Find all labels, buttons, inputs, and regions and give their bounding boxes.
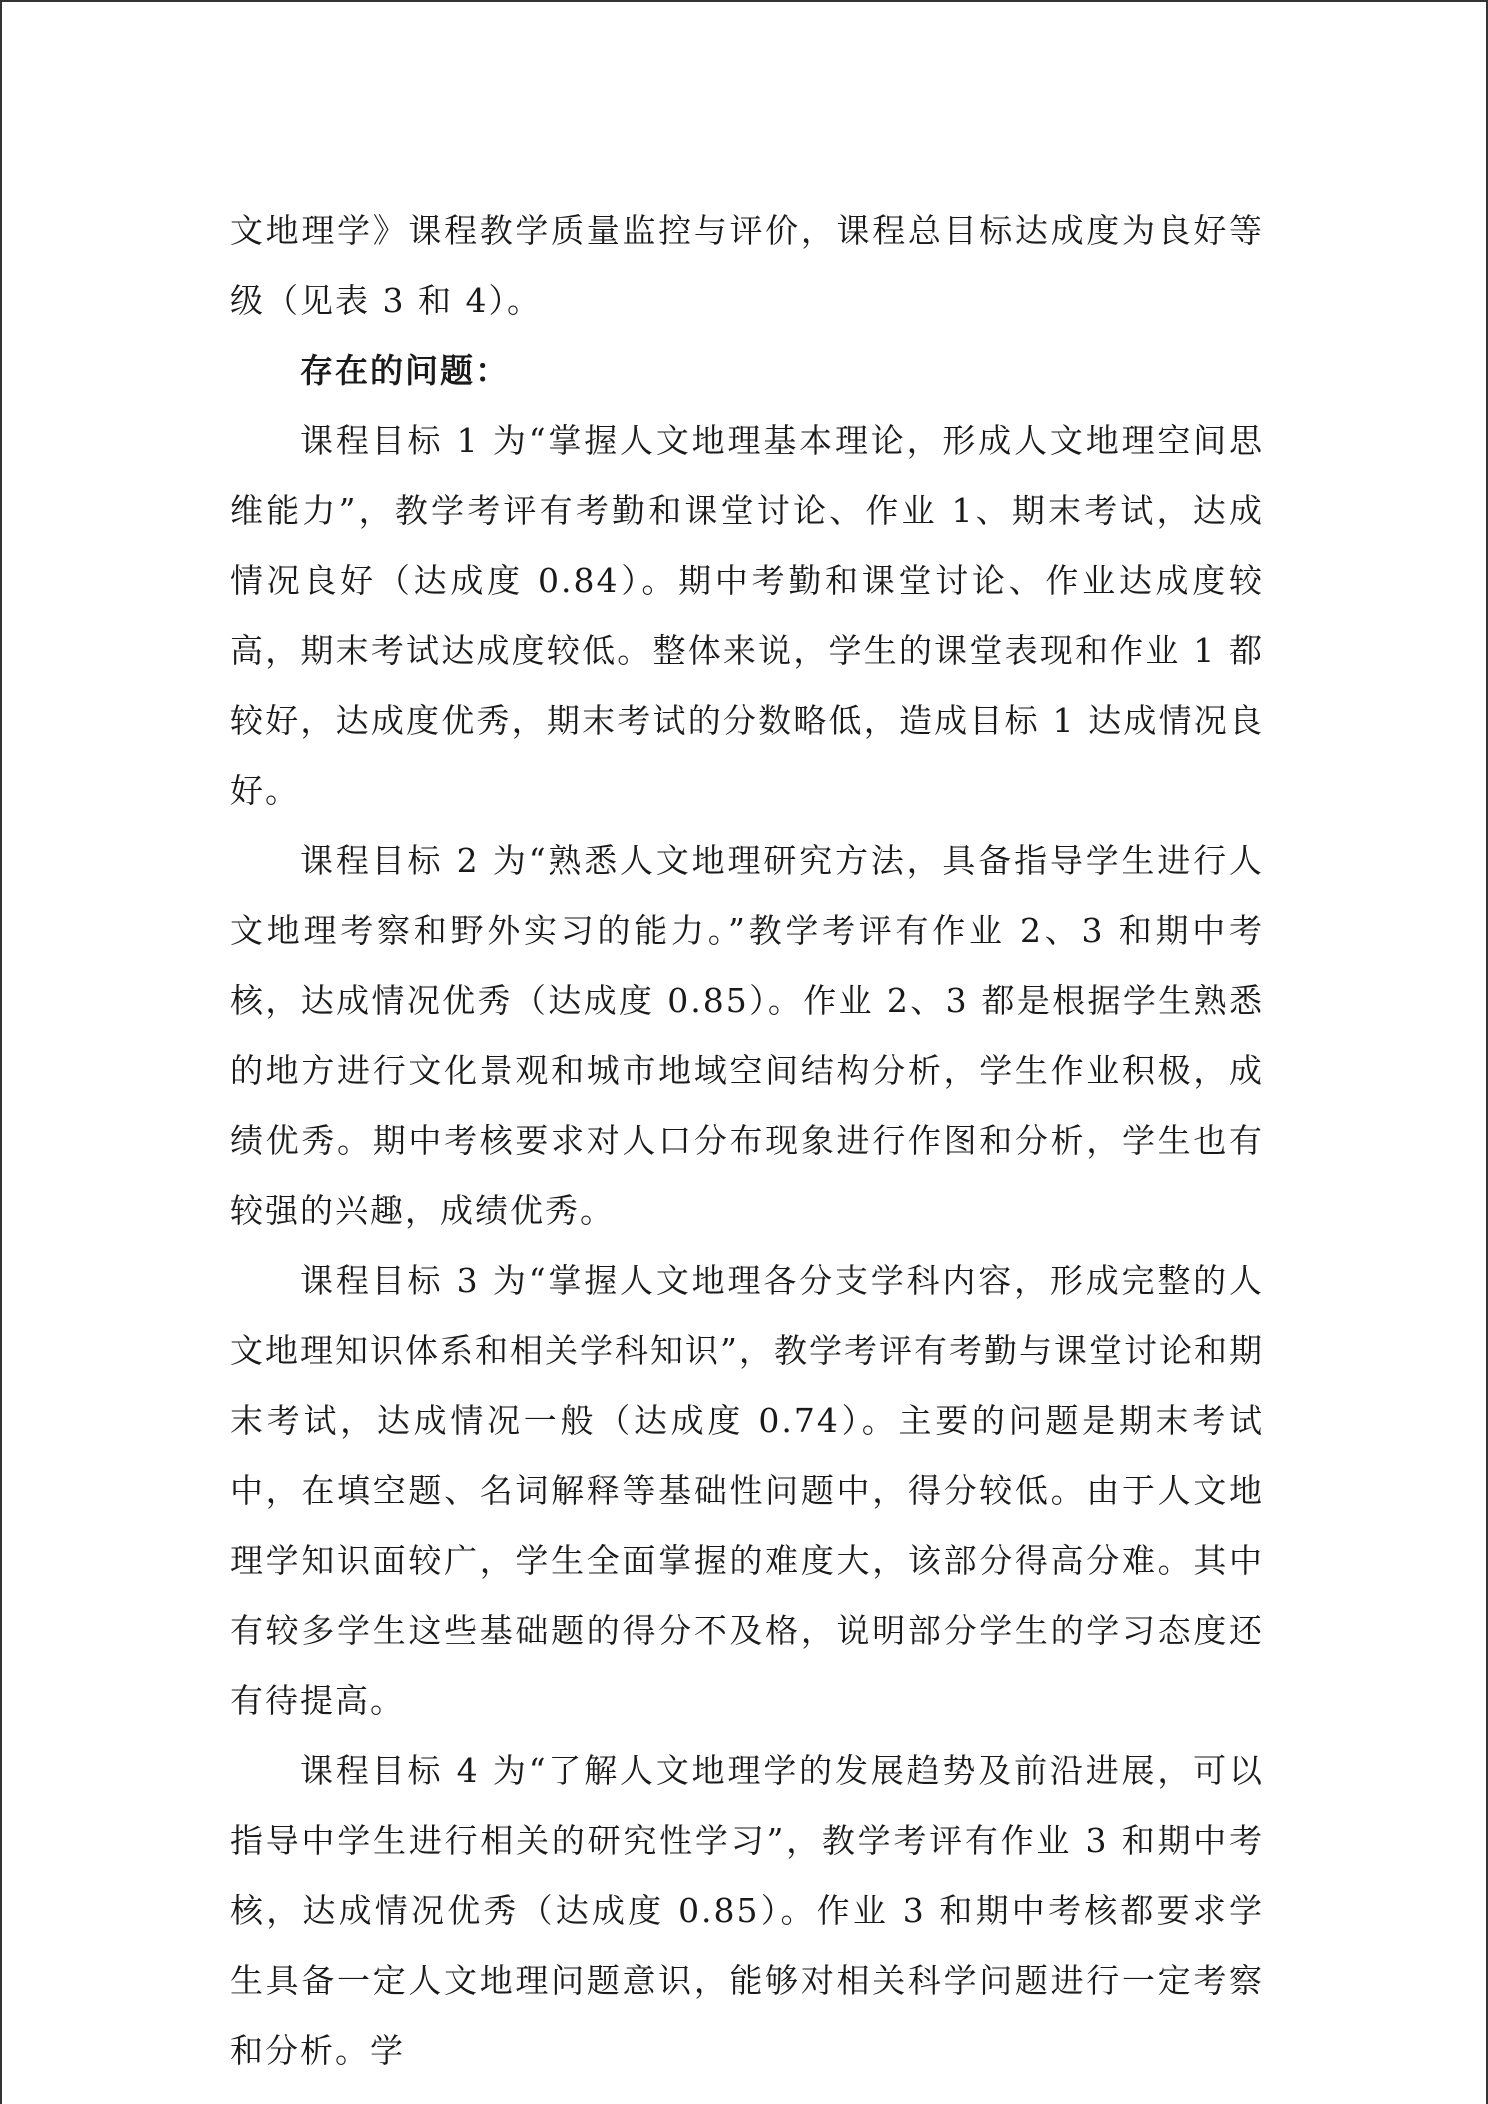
- objective-3-paragraph: 课程目标 3 为“掌握人文地理各分支学科内容，形成完整的人文地理知识体系和相关学科知识”，教学考评有考勤与课堂讨论和期末考试，达成情况一般（达成度 0.74）。主要的问题是期末考试中，在填空题、名词解释等基础性问题中，得分较低。由于人文地理学知识面较广，学生全面掌握的难度大，该部分得高分难。其中有较多学生这些基础题的得分不及格，说明部分学生的学习态度还有待提高。: [230, 1261, 1264, 1720]
- intro-paragraph: 文地理学》课程教学质量监控与评价，课程总目标达成度为良好等级（见表 3 和 4）。: [230, 211, 1264, 320]
- objective-2-paragraph: 课程目标 2 为“熟悉人文地理研究方法，具备指导学生进行人文地理考察和野外实习的能力。”教学考评有作业 2、3 和期中考核，达成情况优秀（达成度 0.85）。作业 2、3 都是根据学生熟悉的地方进行文化景观和城市地域空间结构分析，学生作业积极，成绩优秀。期中考核要求对人口分布现象进行作图和分析，学生也有较强的兴趣，成绩优秀。: [230, 841, 1264, 1230]
- objective-4-paragraph: 课程目标 4 为“了解人文地理学的发展趋势及前沿进展，可以指导中学生进行相关的研究性学习”，教学考评有作业 3 和期中考核，达成情况优秀（达成度 0.85）。作业 3 和期中考核都要求学生具备一定人文地理问题意识，能够对相关科学问题进行一定考察和分析。学: [230, 1751, 1264, 2070]
- document-body: [230, 196, 1264, 2086]
- problems-heading: 存在的问题：: [300, 351, 510, 390]
- objective-1-paragraph: 课程目标 1 为“掌握人文地理基本理论，形成人文地理空间思维能力”，教学考评有考勤和课堂讨论、作业 1、期末考试，达成情况良好（达成度 0.84）。期中考勤和课堂讨论、作业达成度较高，期末考试达成度较低。整体来说，学生的课堂表现和作业 1 都较好，达成度优秀，期末考试的分数略低，造成目标 1 达成情况良好。: [230, 421, 1264, 810]
